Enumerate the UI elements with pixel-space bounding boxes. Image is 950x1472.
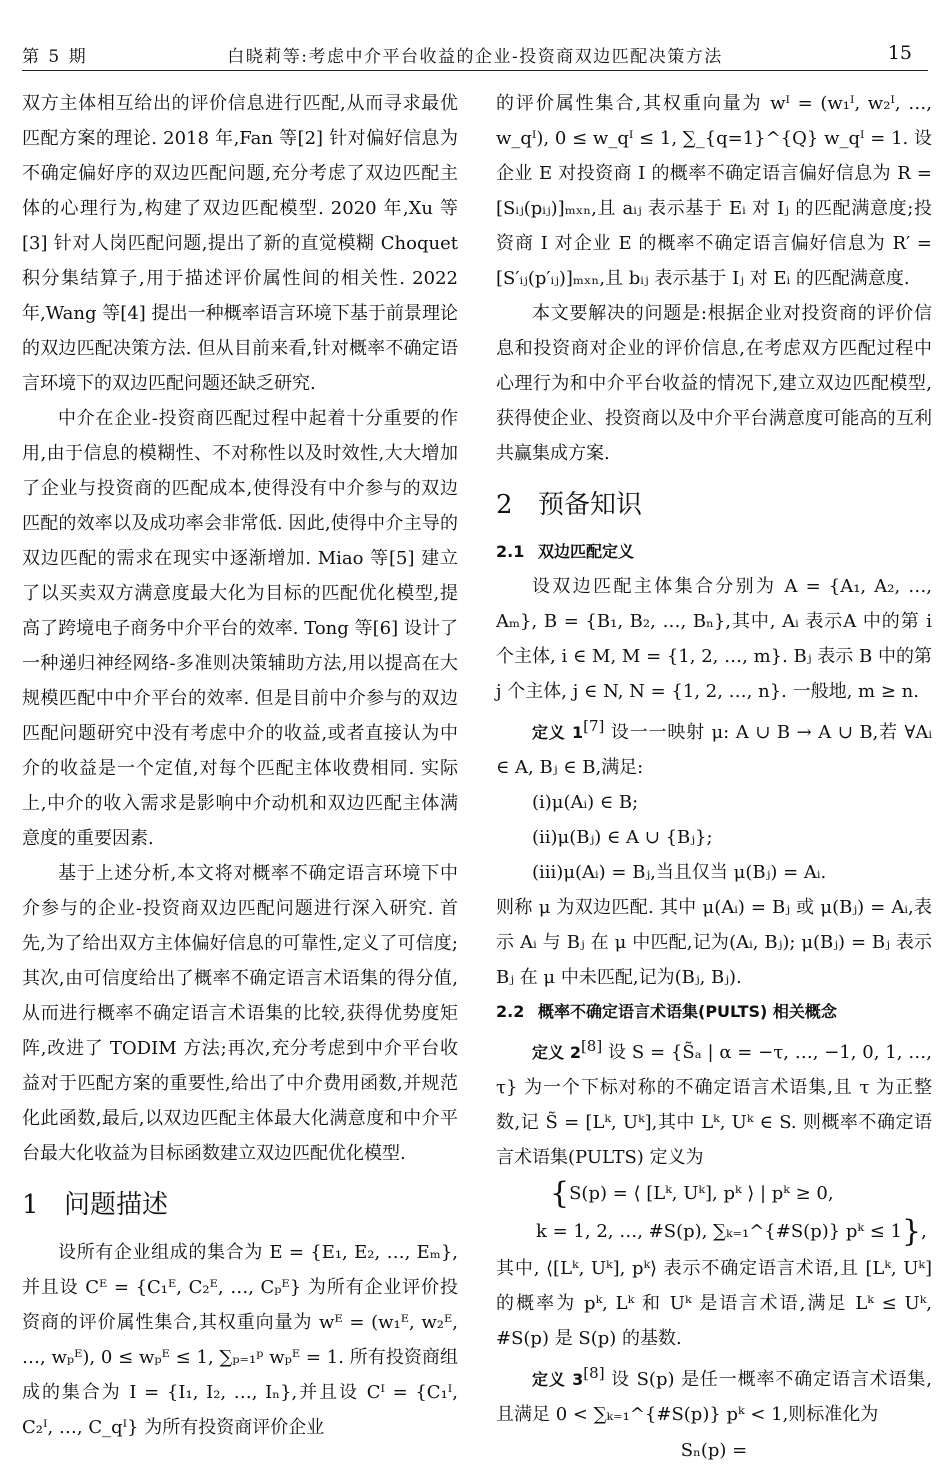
- section-1-heading: [22, 1185, 458, 1225]
- definition-1-item-1: (i)μ(Aᵢ) ∈ B;: [532, 792, 639, 813]
- subsection-2-1-number: 2.1: [496, 542, 525, 561]
- section-1-number: 1: [22, 1190, 39, 1220]
- definition-3: [496, 1356, 932, 1432]
- subsection-2-1-title: 双边匹配定义: [538, 542, 635, 561]
- definition-2-label: 定义 2: [532, 1043, 581, 1062]
- intro-paragraph-2: 中介在企业-投资商匹配过程中起着十分重要的作用,由于信息的模糊性、不对称性以及时效性,大大增加了企业与投资商的匹配成本,使得没有中介参与的双边匹配的效率以及成功率会非常低. 因此,使得中介主导的双边匹配的需求在现实中逐渐增加. Miao 等[5] 建立了以买卖双方满意度最大化为目标的匹配优化模型,提高了跨境电子商务中介平台的效率. Tong 等[6] 设计了一种递归神经网络-多准则决策辅助方法,用以提高在大规模匹配中中介平台的效率. 但是目前中介参与的双边匹配问题研究中没有考虑中介的收益,或者直接认为中介的收益是一个定值,对每个匹配主体收费相同. 实际上,中介的收入需求是影响中介动机和双边匹配主体满意度的重要因素.: [22, 408, 458, 849]
- definition-1-text: 设一一映射 μ: A ∪ B → A ∪ B,若 ∀Aᵢ ∈ A, Bⱼ ∈ B,满足:: [496, 722, 932, 778]
- formula-close-brace: }: [901, 1214, 922, 1249]
- subsection-2-1-heading: [496, 535, 932, 569]
- definition-1-item-2: (ii)μ(Bⱼ) ∈ A ∪ {Bⱼ};: [532, 827, 713, 848]
- formula-open-brace: {: [550, 1176, 570, 1211]
- definition-1-label: 定义 1: [532, 723, 584, 742]
- page-number: 15: [887, 42, 912, 64]
- subsection-2-2-number: 2.2: [496, 1002, 525, 1021]
- definition-3-label: 定义 3: [532, 1370, 584, 1389]
- pults-formula-line-2-text: k = 1, 2, …, #S(p), ∑ₖ₌₁^{#S(p)} pᵏ ≤ 1: [536, 1221, 902, 1242]
- definition-1: [496, 709, 932, 785]
- normalized-formula: Sₙ(p) =: [680, 1440, 748, 1461]
- definition-2: [496, 1029, 932, 1175]
- running-title: 白晓莉等:考虑中介平台收益的企业-投资商双边匹配决策方法: [227, 47, 723, 67]
- header-rule: [22, 70, 928, 71]
- definition-1-ref: [7]: [583, 717, 605, 735]
- problem-paragraph-2: 的评价属性集合,其权重向量为 wᴵ = (w₁ᴵ, w₂ᴵ, …, w_qᴵ), 0 ≤ w_qᴵ ≤ 1, ∑_{q=1}^{Q} w_qᴵ = 1. 设企业 E 对投资商 I 的概率不确定语言偏好信息为 R = [Sᵢⱼ(pᵢⱼ)]ₘₓₙ,且 aᵢⱼ 表示基于 Eᵢ 对 Iⱼ 的匹配满意度;投资商 I 对企业 E 的概率不确定语言偏好信息为 R′ = [S′ᵢⱼ(p′ᵢⱼ)]ₘₓₙ,且 bᵢⱼ 表示基于 Iⱼ 对 Eᵢ 的匹配满意度.: [496, 93, 932, 289]
- section-2-heading: [496, 485, 932, 525]
- definition-2-ref: [8]: [580, 1037, 603, 1055]
- problem-paragraph-3: 本文要解决的问题是:根据企业对投资商的评价信息和投资商对企业的评价信息,在考虑双方匹配过程中心理行为和中介平台收益的情况下,建立双边匹配模型,获得使企业、投资商以及中介平台满意度可能高的互利共赢集成方案.: [496, 303, 932, 464]
- definition-3-ref: [8]: [583, 1364, 605, 1382]
- matching-sets-paragraph: 设双边匹配主体集合分别为 A = {A₁, A₂, …, Aₘ}, B = {B₁, B₂, …, Bₙ},其中, Aᵢ 表示A 中的第 i 个主体, i ∈ M, M = {1, 2, …, m}. Bⱼ 表示 B 中的第j 个主体, j ∈ N, N = {1, 2, …, n}. 一般地, m ≥ n.: [496, 576, 932, 702]
- subsection-2-2-title: 概率不确定语言术语集(PULTS) 相关概念: [538, 1002, 837, 1021]
- pults-formula-line-1-text: S(p) = ⟨ [Lᵏ, Uᵏ], pᵏ ⟩ | pᵏ ≥ 0,: [569, 1183, 834, 1204]
- definition-1-item-3: (iii)μ(Aᵢ) = Bⱼ,当且仅当 μ(Bⱼ) = Aᵢ.: [532, 862, 827, 883]
- section-2-number: 2: [496, 490, 513, 520]
- subsection-2-2-heading: [496, 995, 932, 1029]
- issue-number: 第 5 期: [22, 47, 88, 67]
- right-column: [496, 86, 932, 1470]
- definition-3-text: 设 S(p) 是任一概率不确定语言术语集,且满足 0 < ∑ₖ₌₁^{#S(p)} pᵏ < 1,则标准化为: [496, 1369, 932, 1425]
- intro-paragraph-3: 基于上述分析,本文将对概率不确定语言环境下中介参与的企业-投资商双边匹配问题进行深入研究. 首先,为了给出双方主体偏好信息的可靠性,定义了可信度;其次,由可信度给出了概率不确定语言术语集的得分值,从而进行概率不确定语言术语集的比较,获得优势度矩阵,改进了 TODIM 方法;再次,充分考虑到中介平台收益对于匹配方案的重要性,给出了中介费用函数,并规范化此函数,最后,以双边匹配主体最大化满意度和中介平台最大化收益为目标函数建立双边匹配优化模型.: [22, 863, 458, 1164]
- left-column: [22, 86, 458, 1445]
- definition-2-conclusion: 其中, ⟨[Lᵏ, Uᵏ], pᵏ⟩ 表示不确定语言术语,且 [Lᵏ, Uᵏ] 的概率为 pᵏ, Lᵏ 和 Uᵏ 是语言术语,满足 Lᵏ ≤ Uᵏ, #S(p) 是 S(p) 的基数.: [496, 1258, 932, 1349]
- intro-paragraph-1: 双方主体相互给出的评价信息进行匹配,从而寻求最优匹配方案的理论. 2018 年,Fan 等[2] 针对偏好信息为不确定偏好序的双边匹配问题,充分考虑了双边匹配主体的心理行为,构建了双边匹配模型. 2020 年,Xu 等[3] 针对人岗匹配问题,提出了新的直觉模糊 Choquet 积分集结算子,用于描述评价属性间的相关性. 2022 年,Wang 等[4] 提出一种概率语言环境下基于前景理论的双边匹配决策方法. 但从目前来看,针对概率不确定语言环境下的双边匹配问题还缺乏研究.: [22, 93, 458, 394]
- problem-paragraph-1: 设所有企业组成的集合为 E = {E₁, E₂, …, Eₘ},并且设 Cᴱ = {C₁ᴱ, C₂ᴱ, …, Cₚᴱ} 为所有企业评价投资商的评价属性集合,其权重向量为 wᴱ = (w₁ᴱ, w₂ᴱ, …, wₚᴱ), 0 ≤ wₚᴱ ≤ 1, ∑ₚ₌₁ᵖ wₚᴱ = 1. 所有投资商组成的集合为 I = {I₁, I₂, …, Iₙ},并且设 Cᴵ = {C₁ᴵ, C₂ᴵ, …, C_qᴵ} 为所有投资商评价企业: [22, 1242, 458, 1438]
- definition-1-conclusion: 则称 μ 为双边匹配. 其中 μ(Aᵢ) = Bⱼ 或 μ(Bⱼ) = Aᵢ,表示 Aᵢ 与 Bⱼ 在 μ 中匹配,记为(Aᵢ, Bⱼ); μ(Bⱼ) = Bⱼ 表示 Bⱼ 在 μ 中未匹配,记为(Bⱼ, Bⱼ).: [496, 897, 932, 988]
- pults-formula-line-2: k = 1, 2, …, #S(p), ∑ₖ₌₁^{#S(p)} pᵏ ≤ 1},: [536, 1214, 927, 1249]
- running-header: [0, 0, 950, 74]
- section-2-title: 预备知识: [538, 490, 643, 520]
- definition-2-text: 设 S = {S̃ₐ | α = −τ, …, −1, 0, 1, …, τ} 为一个下标对称的不确定语言术语集,且 τ 为正整数,记 S̃ = [Lᵏ, Uᵏ],其中 Lᵏ, Uᵏ ∈ S. 则概率不确定语言术语集(PULTS) 定义为: [496, 1042, 932, 1168]
- section-1-title: 问题描述: [64, 1190, 169, 1220]
- pults-formula-line-1: [496, 1175, 932, 1213]
